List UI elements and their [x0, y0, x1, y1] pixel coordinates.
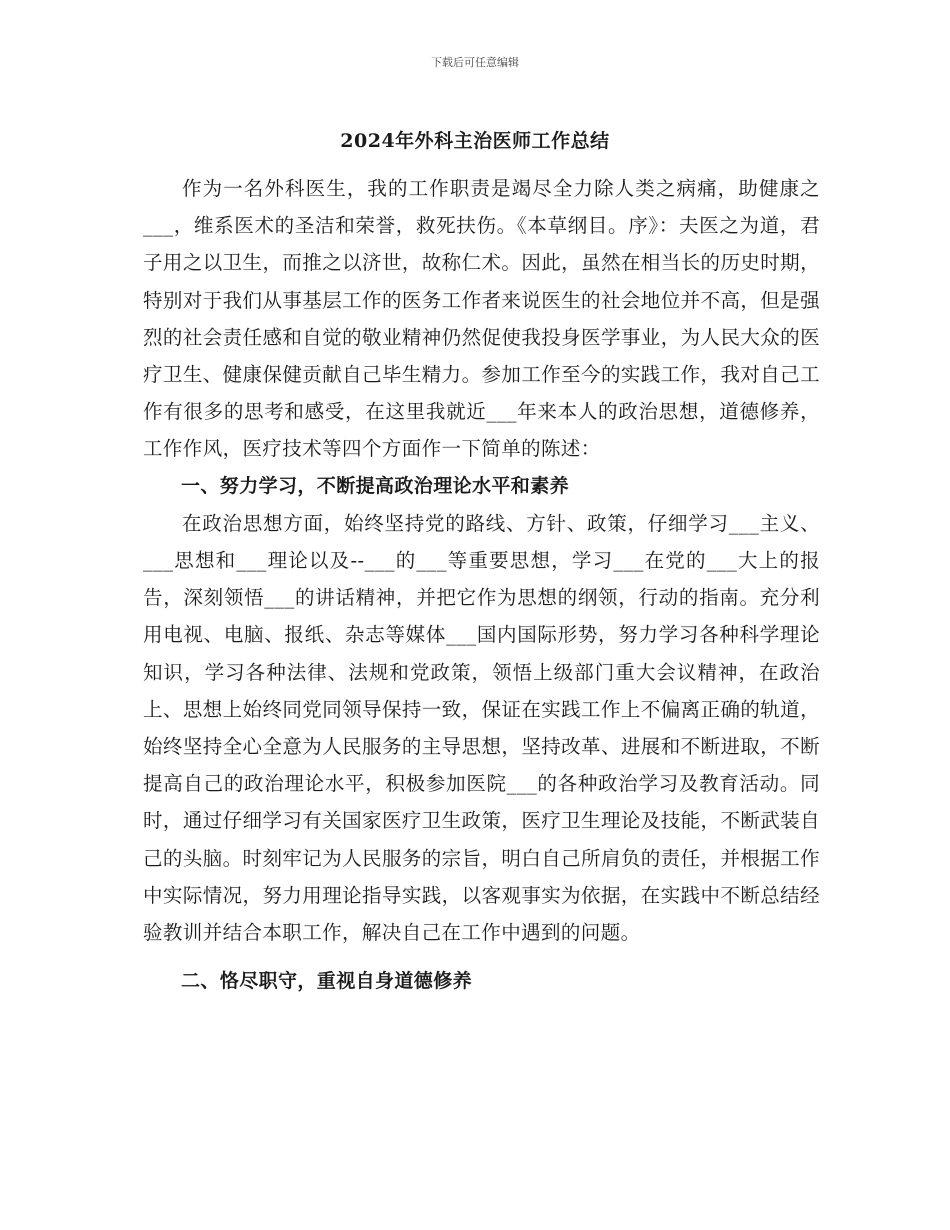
- section-1-paragraph: 在政治思想方面，始终坚持党的路线、方针、政策，仔细学习___主义、___思想和___理论以及--___的___等重要思想，学习___在党的___大上的报告，深刻领悟___的讲话精神，并把它作为思想的纲领，行动的指南。充分利用电视、电脑、报纸、杂志等媒体___国内国际形势，努力学习各种科学理论知识，学习各种法律、法规和党政策，领悟上级部门重大会议精神，在政治上、思想上始终同党同领导保持一致，保证在实践工作上不偏离正确的轨道，始终坚持全心全意为人民服务的主导思想，坚持改革、进展和不断进取，不断提高自己的政治理论水平，积极参加医院___的各种政治学习及教育活动。同时，通过仔细学习有关国家医疗卫生政策，医疗卫生理论及技能，不断武装自己的头脑。时刻牢记为人民服务的宗旨，明白自己所肩负的责任，并根据工作中实际情况，努力用理论指导实践，以客观事实为依据，在实践中不断总结经验教训并结合本职工作，解决自己在工作中遇到的问题。: [143, 511, 820, 945]
- section-1-heading: 一、努力学习，不断提高政治理论水平和素养: [181, 474, 570, 497]
- document-title: 2024年外科主治医师工作总结: [340, 130, 610, 152]
- section-2-heading: 二、恪尽职守，重视自身道德修养: [181, 970, 473, 993]
- document-body: [143, 170, 820, 1000]
- header-note: 下载后可任意编辑: [431, 56, 519, 69]
- intro-paragraph: 作为一名外科医生，我的工作职责是竭尽全力除人类之病痛，助健康之___，维系医术的圣洁和荣誉，救死扶伤。《本草纲目。序》：夫医之为道，君子用之以卫生，而推之以济世，故称仁术。因此，虽然在相当长的历史时期，特别对于我们从事基层工作的医务工作者来说医生的社会地位并不高，但是强烈的社会责任感和自觉的敬业精神仍然促使我投身医学事业，为人民大众的医疗卫生、健康保健贡献自己毕生精力。参加工作至今的实践工作，我对自己工作有很多的思考和感受，在这里我就近___年来本人的政治思想，道德修养，工作作风，医疗技术等四个方面作一下简单的陈述：: [143, 177, 820, 461]
